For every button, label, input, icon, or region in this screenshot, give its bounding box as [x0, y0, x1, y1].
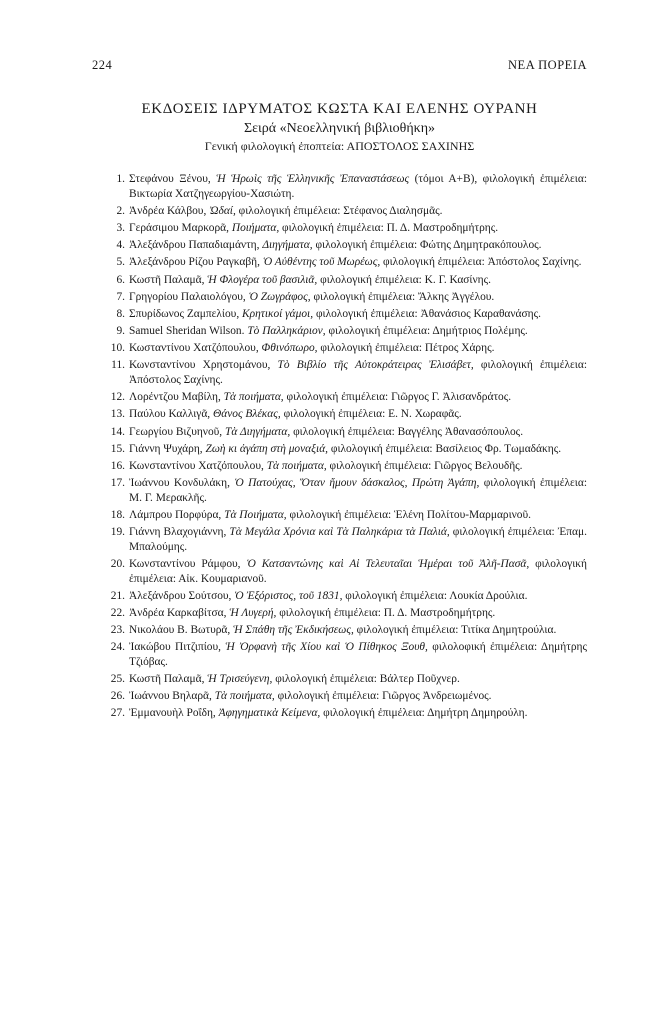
- item-editor: φιλολογική ἐπιμέλεια: Λουκία Δρούλια.: [345, 589, 528, 602]
- item-number: 22.: [110, 606, 125, 619]
- item-number: 4.: [116, 239, 125, 252]
- item-text: [129, 459, 587, 474]
- item-number: 3.: [116, 221, 125, 234]
- item-title: Κρητικοί γάμοι,: [242, 307, 314, 320]
- item-author: Λάμπρου Πορφύρα,: [129, 508, 222, 521]
- item-number: 20.: [110, 557, 125, 570]
- item-author: Κωνσταντίνου Χατζόπουλου,: [129, 460, 264, 472]
- item-title: Τὰ ποιήματα,: [266, 460, 327, 472]
- item-author: Ἀλεξάνδρου Ρίζου Ραγκαβῆ,: [129, 256, 260, 269]
- item-number: 17.: [110, 477, 125, 490]
- item-author: Ἀλεξάνδρου Σούτσου,: [129, 589, 232, 602]
- item-title: Ζωὴ κι ἀγάπη στὴ μοναξιά,: [205, 442, 329, 455]
- item-title: Τὸ Παλληκάριον,: [247, 325, 326, 338]
- item-number: 25.: [110, 673, 125, 686]
- item-author: Κωστῆ Παλαμᾶ,: [129, 673, 205, 686]
- item-text: [129, 508, 587, 523]
- item-title: Τὰ Ποιήματα,: [224, 508, 287, 521]
- item-number: 7.: [116, 290, 125, 303]
- item-text: [129, 672, 587, 687]
- item-number: 15.: [110, 442, 125, 455]
- item-title: Ὁ Αὐθέντης τοῦ Μωρέως,: [262, 256, 381, 269]
- item-number: 8.: [116, 307, 125, 320]
- item-title: Ὁ Ἐξόριστος, τοῦ 1831,: [234, 589, 343, 602]
- item-title: Ἀφηγηματικὰ Κείμενα,: [218, 707, 321, 720]
- item-title: Ἡ Λυγερή,: [229, 606, 277, 619]
- item-text: [129, 640, 587, 669]
- item-editor: φιλολογική ἐπιμέλεια: Μ. Γ. Μερακλῆς.: [129, 477, 587, 504]
- general-editor-line: Γενική φιλολογική ἐποπτεία: ΑΠΟΣΤΟΛΟΣ ΣΑΧΙΝΗΣ: [204, 139, 475, 153]
- item-text: [129, 689, 587, 704]
- item-editor: φιλολογική ἐπιμέλεια: Γιῶργος Ἀνδρειωμένος.: [277, 690, 492, 703]
- item-title: Ἡ Φλογέρα τοῦ βασιλιᾶ,: [207, 273, 318, 286]
- item-author: Ἰωάννου Βηλαρᾶ,: [129, 690, 212, 703]
- item-author: Παύλου Καλλιγᾶ,: [129, 408, 211, 421]
- item-title: Ὠδαί,: [209, 204, 236, 217]
- item-title: Ἡ Τρισεύγενη,: [207, 673, 273, 686]
- item-editor: φιλολογική ἐπιμέλεια: Π. Δ. Μαστροδημήτρης.: [282, 221, 499, 234]
- item-editor: φιλολογική ἐπιμέλεια: Πέτρος Χάρης.: [320, 342, 495, 355]
- item-number: 2.: [116, 204, 125, 217]
- item-editor: φιλολογική ἐπιμέλεια: Γιῶργος Γ. Ἀλισανδράτος.: [286, 391, 512, 404]
- item-editor: φιλολογική ἐπιμέλεια: Στέφανος Διαλησμᾶς.: [238, 204, 443, 217]
- item-text: [129, 341, 587, 356]
- item-number: 21.: [110, 589, 125, 602]
- item-text: [129, 706, 587, 721]
- item-title: Φθινόπωρο,: [261, 342, 318, 355]
- item-author: Γρηγορίου Παλαιολόγου,: [129, 290, 246, 303]
- list-item: [92, 273, 587, 288]
- item-number: 27.: [110, 707, 125, 720]
- item-author: Κωνσταντίνου Ράμφου,: [129, 557, 241, 570]
- list-item: [92, 290, 587, 305]
- item-number: 5.: [116, 256, 125, 269]
- item-text: [129, 407, 587, 422]
- list-item: [92, 623, 587, 638]
- item-editor: φιλολογική ἐπιμέλεια: Ἀπόστολος Σαχίνης.: [383, 256, 582, 269]
- item-editor: φιλολογική ἐπιμέλεια: Ἀπόστολος Σαχίνης.: [129, 359, 587, 387]
- item-title: Τὸ Βιβλίο τῆς Αὐτοκράτειρας Ἐλισάβετ,: [277, 359, 474, 372]
- list-item: [92, 606, 587, 621]
- item-editor: φιλολοφική ἐπιμέλεια: Δημήτρης Τζιόβας.: [129, 641, 587, 668]
- item-number: 9.: [116, 325, 125, 338]
- item-editor: φιλολογική ἐπιμέλεια: Βάλτερ Ποῦχνερ.: [275, 673, 460, 686]
- list-item: [92, 442, 587, 457]
- item-number: 24.: [110, 641, 125, 654]
- item-text: [129, 623, 587, 638]
- item-editor: φιλολογική ἐπιμέλεια: Φώτης Δημητρακόπουλος.: [315, 239, 542, 252]
- item-title: Ἡ Σπάθη τῆς Ἐκδικήσεως,: [233, 624, 354, 637]
- item-author: Ἀλεξάνδρου Παπαδιαμάντη,: [129, 239, 260, 252]
- item-number: 10.: [110, 342, 125, 355]
- item-title: Διηγήματα,: [262, 239, 313, 252]
- list-item: [92, 358, 587, 387]
- item-title: Τὰ ποιήματα,: [214, 690, 275, 703]
- item-title: Ὁ Ζωγράφος,: [248, 290, 311, 303]
- item-title: Ὁ Πατούχας, Ὅταν ἤμουν δάσκαλος, Πρώτη Ἀγάπη,: [234, 477, 480, 490]
- item-text: [129, 273, 587, 288]
- list-item: [92, 238, 587, 253]
- item-author: Ἀνδρέα Κάλβου,: [129, 204, 207, 217]
- item-editor: φιλολογική ἐπιμέλεια: Κ. Γ. Κασίνης.: [320, 273, 491, 286]
- list-item: [92, 307, 587, 322]
- item-text: [129, 238, 587, 253]
- item-title: Τὰ Διηγήματα,: [225, 425, 291, 438]
- item-number: 23.: [110, 624, 125, 637]
- list-item: [92, 407, 587, 422]
- list-item: [92, 640, 587, 669]
- list-item: [92, 425, 587, 440]
- item-author: Ἐμμανουὴλ Ροΐδη,: [129, 707, 216, 720]
- item-text: [129, 476, 587, 505]
- item-author: Κωνσταντίνου Χρηστομάνου,: [129, 359, 271, 372]
- item-number: 6.: [116, 273, 125, 286]
- item-author: Νικολάου Β. Βωτυρᾶ,: [129, 624, 231, 637]
- item-title: Ἡ Ἡρωὶς τῆς Ἑλληνικῆς Ἐπαναστάσεως: [216, 173, 410, 185]
- item-text: [129, 172, 587, 201]
- item-title: Τὰ ποιήματα,: [223, 391, 284, 404]
- item-editor: φιλολογική ἐπιμέλεια: Ἀθανάσιος Καραθανάσης.: [315, 307, 541, 320]
- list-item: [92, 557, 587, 586]
- item-number: 11.: [111, 359, 125, 372]
- list-item: [92, 324, 587, 339]
- item-text: [129, 204, 587, 219]
- item-number: 14.: [110, 425, 125, 438]
- item-text: [129, 307, 587, 322]
- item-text: [129, 525, 587, 554]
- book-list: [92, 172, 587, 724]
- list-item: [92, 341, 587, 356]
- item-number: 19.: [110, 526, 125, 539]
- item-author: Γιάννη Ψυχάρη,: [129, 442, 203, 455]
- list-item: [92, 706, 587, 721]
- list-item: [92, 255, 587, 270]
- item-editor: φιλολογική ἐπιμέλεια: Τιτίκα Δημητρούλια.: [356, 624, 557, 637]
- item-editor: φιλολογική ἐπιμέλεια: Αἰκ. Κουμαριανοῦ.: [129, 557, 587, 585]
- item-text: [129, 557, 587, 586]
- item-number: 16.: [110, 460, 125, 472]
- item-author: Κωστῆ Παλαμᾶ,: [129, 273, 205, 286]
- item-author: Σπυρίδωνος Ζαμπελίου,: [129, 307, 240, 320]
- item-editor: φιλολογική ἐπιμέλεια: Ἄλκης Ἀγγέλου.: [313, 290, 495, 303]
- item-author: Ἰακώβου Πιτζιπίου,: [129, 641, 221, 654]
- item-editor: φιλολογική ἐπιμέλεια: Δημήτριος Πολέμης.: [328, 325, 528, 338]
- item-author: Samuel Sheridan Wilson.: [129, 325, 245, 338]
- list-item: [92, 390, 587, 405]
- item-number: 26.: [110, 690, 125, 703]
- item-text: [129, 425, 587, 440]
- item-author: Γιάννη Βλαχογιάννη,: [129, 526, 227, 539]
- list-item: [92, 172, 587, 201]
- list-item: [92, 525, 587, 554]
- item-editor: φιλολογική ἐπιμέλεια: Γιῶργος Βελουδῆς.: [329, 460, 523, 472]
- series-title: Σειρά «Νεοελληνική βιβλιοθήκη»: [243, 121, 436, 136]
- list-item: [92, 672, 587, 687]
- item-author: Ἰωάννου Κονδυλάκη,: [129, 477, 230, 490]
- item-editor: φιλολογική ἐπιμέλεια: Βασίλειος Φρ. Τωμαδάκης.: [330, 442, 562, 455]
- item-text: [129, 324, 587, 339]
- item-author: Λορέντζου Μαβίλη,: [129, 391, 221, 404]
- item-title: Θάνος Βλέκας,: [213, 408, 281, 421]
- list-item: [92, 689, 587, 704]
- item-text: [129, 255, 587, 270]
- item-title: Ὁ Κατσαντώνης καὶ Αἱ Τελευταῖαι Ἡμέραι τοῦ Ἀλῆ-Πασᾶ,: [246, 557, 530, 570]
- list-item: [92, 221, 587, 236]
- item-title: Τὰ Μεγάλα Χρόνια καὶ Τὰ Παληκάρια τὰ Παλιά,: [229, 526, 450, 539]
- item-number: 1.: [116, 173, 125, 185]
- list-item: [92, 476, 587, 505]
- item-editor: (τόμοι Α+Β), φιλολογική ἐπιμέλεια: Βικτωρία Χατζηγεωργίου-Χασιώτη.: [129, 173, 587, 200]
- item-text: [129, 442, 587, 457]
- item-editor: φιλολογική ἐπιμέλεια: Δημήτρη Δημηρούλη.: [323, 707, 528, 720]
- publisher-title: ΕΚΔΟΣΕΙΣ ΙΔΡΥΜΑΤΟΣ ΚΩΣΤΑ ΚΑΙ ΕΛΕΝΗΣ ΟΥΡΑΝΗ: [141, 101, 538, 117]
- item-author: Στεφάνου Ξένου,: [129, 173, 211, 185]
- item-text: [129, 221, 587, 236]
- item-editor: φιλολογική ἐπιμέλεια: Ἐπαμ. Μπαλούμης.: [129, 526, 587, 553]
- item-editor: φιλολογική ἐπιμέλεια: Π. Δ. Μαστροδημήτρης.: [279, 606, 496, 619]
- list-item: [92, 508, 587, 523]
- item-author: Ἀνδρέα Καρκαβίτσα,: [129, 606, 227, 619]
- item-author: Γεωργίου Βιζυηνοῦ,: [129, 425, 223, 438]
- item-number: 18.: [110, 508, 125, 521]
- list-item: [92, 589, 587, 604]
- item-number: 12.: [110, 391, 125, 404]
- item-text: [129, 589, 587, 604]
- item-text: [129, 358, 587, 387]
- item-title: Ποιήματα,: [231, 221, 280, 234]
- item-editor: φιλολογική ἐπιμέλεια: Βαγγέλης Ἀθανασόπουλος.: [293, 425, 524, 438]
- item-author: Γεράσιμου Μαρκορᾶ,: [129, 221, 229, 234]
- journal-title: ΝΕΑ ΠΟΡΕΙΑ: [508, 58, 587, 72]
- item-number: 13.: [110, 408, 125, 421]
- item-text: [129, 290, 587, 305]
- list-item: [92, 459, 587, 474]
- item-author: Κωσταντίνου Χατζόπουλου,: [129, 342, 259, 355]
- running-head: [92, 58, 587, 73]
- item-editor: φιλολογική ἐπιμέλεια: Ε. Ν. Χωραφᾶς.: [283, 408, 462, 421]
- item-editor: φιλολογική ἐπιμέλεια: Ἑλένη Πολίτου-Μαρμαρινοῦ.: [289, 508, 531, 521]
- item-text: [129, 606, 587, 621]
- publication-header: [92, 100, 587, 155]
- list-item: [92, 204, 587, 219]
- page-number: 224: [92, 58, 113, 72]
- item-title: Ἡ Ὀρφανὴ τῆς Χίου καὶ Ὁ Πίθηκος Ξουθ,: [225, 641, 428, 654]
- item-text: [129, 390, 587, 405]
